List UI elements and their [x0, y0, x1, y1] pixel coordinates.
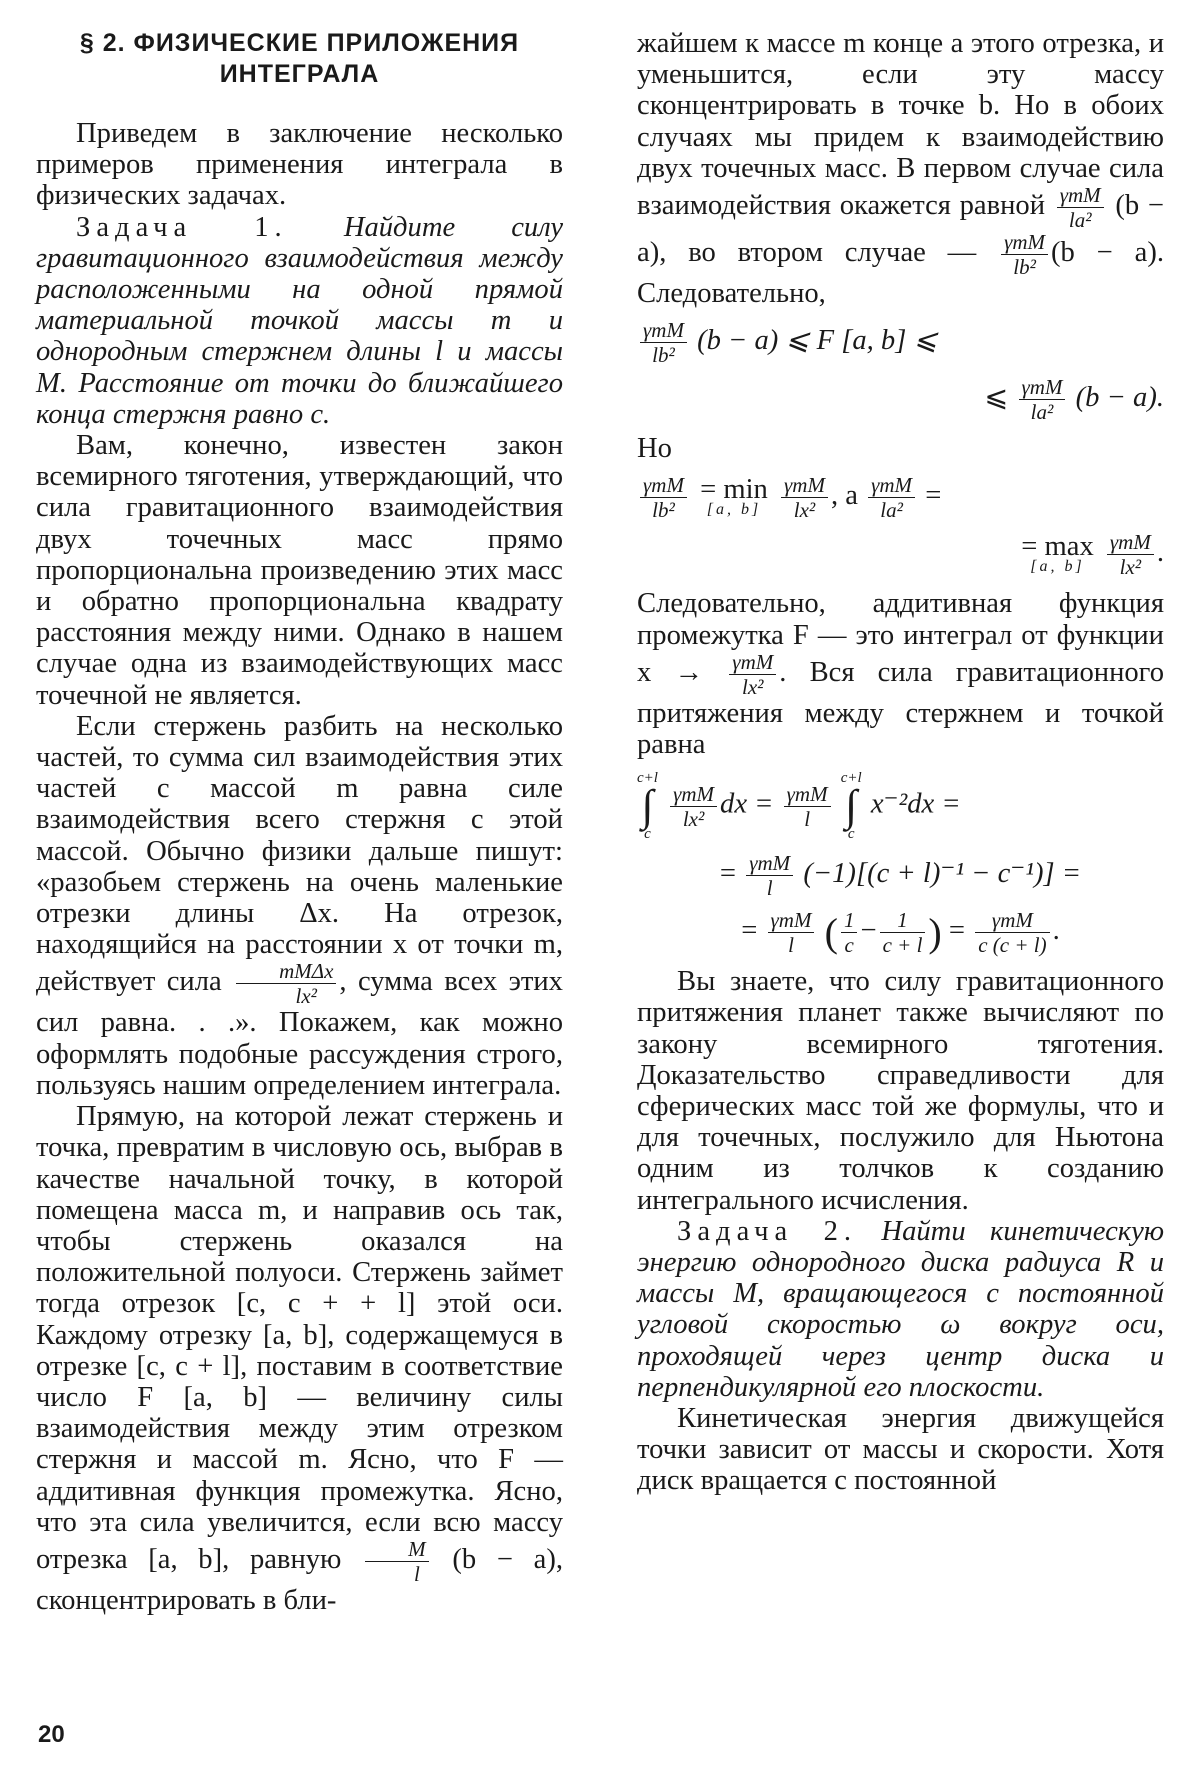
max-rhs-denominator: lx²	[1119, 555, 1142, 580]
fraction-1-over-c-denominator: c	[844, 933, 854, 958]
left-column	[36, 28, 563, 1616]
ineq-fraction-la-numerator: γmM	[1019, 376, 1066, 400]
force-fraction	[236, 960, 336, 1007]
integral-sign-2: c+l ∫ c	[840, 770, 862, 843]
mass-fraction-denominator: l	[413, 1561, 420, 1586]
force-fraction-denominator: lx²	[295, 984, 317, 1009]
right-column	[637, 28, 1164, 1497]
inequality-2-prefix: ⩽	[984, 382, 1009, 414]
max-limits: [a, b]	[1030, 557, 1085, 575]
min-label: = min	[700, 473, 768, 505]
final-fraction	[975, 909, 1049, 956]
constant-fraction-3	[768, 909, 815, 956]
page-number: 20	[38, 1721, 65, 1748]
problem-2-statement: Найти кинетическую энергию однородного диска радиуса R и массы M, вращающегося с постоянной угловой скоростью ω вокруг оси, проходящей через центр диска и перпендикулярной его плоскости.	[637, 1215, 1164, 1403]
continuation-text-c: (b − a). Следовательно,	[637, 237, 1164, 310]
kinetic-energy-paragraph: Кинетическая энергия движущейся точки зависит от массы и скорости. Хотя диск вращается с постоянной	[637, 1403, 1164, 1497]
max-lhs-fraction	[868, 474, 915, 521]
additive-text-b: . Вся сила гравитационного притяжения между стержнем и точкой равна	[637, 656, 1164, 761]
fraction-1-over-c	[841, 909, 858, 956]
final-period: .	[1052, 915, 1060, 947]
final-numerator: γmM	[975, 909, 1049, 933]
constant-3-numerator: γmM	[768, 909, 815, 933]
constant-fraction-2	[746, 852, 793, 899]
max-label: = max	[1021, 530, 1094, 562]
integral-sign-1: c+l ∫ c	[637, 770, 658, 843]
min-operator	[700, 473, 768, 518]
fraction-a-denominator: la²	[1068, 208, 1092, 233]
line-3-equals-2: =	[948, 915, 966, 947]
continuation-text-b: (b − a), во втором случае —	[637, 190, 1165, 269]
line-3-equals: =	[741, 915, 758, 947]
ineq-fraction-lb	[640, 319, 687, 366]
constant-2-denominator: l	[766, 876, 773, 901]
function-fraction-denominator: lx²	[742, 674, 764, 699]
period: .	[1156, 537, 1164, 569]
fraction-a-numerator: γmM	[1057, 184, 1104, 208]
line-2-equals: =	[719, 858, 737, 890]
integral-1-upper: c+l	[637, 770, 658, 787]
ineq-fraction-lb-denominator: lb²	[652, 343, 675, 368]
min-equation	[637, 474, 1164, 521]
constant-3-denominator: l	[788, 933, 794, 958]
fraction-b-denominator: lb²	[1013, 255, 1036, 280]
force-fraction-numerator: mMΔx	[236, 960, 336, 984]
constant-2-numerator: γmM	[746, 852, 793, 876]
additive-text-a: Следовательно, аддитивная функция промежутка F — это интеграл от функции x →	[637, 588, 1164, 688]
constant-fraction-1	[784, 783, 831, 830]
fraction-1-over-c-numerator: 1	[841, 909, 858, 933]
inequality-2-suffix: (b − a).	[1075, 382, 1164, 414]
ineq-fraction-lb-numerator: γmM	[640, 319, 687, 343]
integral-2-upper: c+l	[840, 770, 862, 787]
ineq-fraction-la-denominator: la²	[1030, 400, 1054, 425]
integral-line-2	[637, 852, 1164, 899]
min-limits: [a, b]	[706, 500, 762, 518]
integrand-fraction	[670, 783, 717, 830]
number-axis-text-b: (b − a), сконцентрировать в бли-	[36, 1544, 564, 1616]
fraction-1-over-cl-numerator: 1	[880, 909, 926, 933]
planets-paragraph: Вы знаете, что силу гравитационного притяжения планет также вычисляют по закону всемирного тяготения. Доказательство справедливости для сферических масс той же формулы, что и для точечных, послужило для Ньютона одним из толчков к созданию интегрального исчисления.	[637, 966, 1164, 1216]
integrand-denominator: lx²	[682, 806, 705, 831]
constant-1-numerator: γmM	[784, 783, 831, 807]
integral-line-1	[637, 770, 1164, 842]
rod-split-paragraph	[36, 711, 563, 1101]
mass-fraction	[365, 1538, 429, 1585]
fraction-b	[1001, 231, 1048, 278]
number-axis-text-a: Прямую, на которой лежат стержень и точка, превратим в числовую ось, выбрав в качестве начальной точку, в которой помещена масса m, и направив ось так, чтобы стержень оказался на положительной полуоси. Стержень займет тогда отрезок [c, c + + l] этой оси. Каждому отрезку [a, b], содержащемуся в отрезке [c, c + l], поставим в соответствие число F [a, b] — величину силы взаимодействия между этим отрезком стержня и массой m. Ясно, что F — аддитивная функция промежутка. Ясно, что эта сила увеличится, если всю массу отрезка [a, b], равную	[36, 1101, 563, 1575]
continuation-paragraph	[637, 28, 1164, 309]
inequality-line-1	[637, 319, 1164, 366]
integral-1-dx: dx =	[720, 788, 774, 820]
continuation-text-a: жайшем к массе m конце a этого отрезка, и уменьшится, если эту массу сконцентрировать в точке b. Но в обоих случаях мы придем к взаимодействию двух точечных масс. В первом случае сила взаимодействия окажется равной	[637, 28, 1164, 222]
max-lhs-denominator: la²	[880, 498, 903, 523]
integral-2-lower: c	[847, 826, 855, 843]
min-rhs-numerator: γmM	[781, 474, 828, 498]
fraction-a	[1057, 184, 1104, 231]
min-rhs-fraction	[781, 474, 828, 521]
equals-sign: =	[925, 480, 942, 512]
min-rhs-denominator: lx²	[793, 498, 816, 523]
rod-split-text-a: Если стержень разбить на несколько частей, то сумма сил взаимодействия этих частей с массой m равна силе взаимодействия всего стержня с этой массой. Обычно физики дальше пишут: «разобьем стержень на очень маленькие отрезки длины Δx. На отрезок, находящийся на расстоянии x от точки m, действует сила	[36, 710, 563, 998]
problem-1-statement: Найдите силу гравитационного взаимодействия между расположенными на одной прямой материальной точкой массы m и однородным стержнем длины l и массы M. Расстояние от точки до ближайшего конца стержня равно c.	[36, 211, 564, 430]
constant-1-denominator: l	[804, 806, 811, 831]
inequality-1-text: (b − a) ⩽ F [a, b] ⩽	[697, 325, 938, 357]
section-heading: § 2. ФИЗИЧЕСКИЕ ПРИЛОЖЕНИЯ ИНТЕГРАЛА	[79, 29, 520, 88]
fraction-b-numerator: γmM	[1001, 231, 1048, 255]
problem-2-label: Задача 2.	[677, 1215, 858, 1247]
intro-paragraph: Приведем в заключение несколько примеров применения интеграла в физических задачах.	[36, 118, 563, 212]
integral-1-lower: c	[644, 826, 651, 843]
rod-split-text-b: , сумма всех этих сил равна. . .». Покажем, как можно оформлять подобные рассуждения строго, пользуясь нашим определением интеграла.	[36, 966, 563, 1101]
problem-1	[36, 212, 563, 430]
integral-line-3: = $\frac{\text{γmM}}{l}$ ( $\frac{1}{c}$ − $\frac{1}{c + l}$ ) = $\frac{\text{γmM}}{c (c + l)}$ .	[741, 908, 1060, 958]
integrand-numerator: γmM	[670, 783, 717, 807]
gravitation-law-paragraph: Вам, конечно, известен закон всемирного тяготения, утверждающий, что сила гравитационного взаимодействия двух точечных масс прямо пропорциональна произведению этих масс и обратно пропорциональна квадрату расстояния между ними. Однако в нашем случае одна из взаимодействующих масс точечной не является.	[36, 430, 563, 711]
max-rhs-numerator: γmM	[1107, 531, 1154, 555]
integral-2-integrand: x⁻²dx =	[870, 788, 961, 820]
mass-fraction-numerator: M	[365, 1538, 429, 1562]
fraction-1-over-cl-denominator: c + l	[882, 933, 923, 958]
number-axis-paragraph	[36, 1101, 563, 1616]
max-operator	[1021, 530, 1094, 575]
function-fraction	[729, 651, 776, 698]
word-and: , а	[830, 480, 858, 512]
fraction-1-over-cl	[880, 909, 926, 956]
min-lhs-numerator: γmM	[640, 474, 687, 498]
min-lhs-denominator: lb²	[652, 498, 675, 523]
additive-function-paragraph	[637, 588, 1164, 760]
inequality-line-2	[637, 376, 1164, 423]
problem-1-label: Задача 1.	[76, 211, 288, 243]
max-rhs-fraction	[1107, 531, 1154, 578]
function-fraction-numerator: γmM	[729, 651, 776, 675]
max-lhs-numerator: γmM	[868, 474, 915, 498]
ineq-fraction-la	[1019, 376, 1066, 423]
word-but: Но	[637, 433, 672, 465]
max-equation	[637, 531, 1164, 578]
final-denominator: c (c + l)	[978, 933, 1047, 958]
min-lhs-fraction	[640, 474, 687, 521]
problem-2	[637, 1216, 1164, 1403]
line-2-expression: (−1)[(c + l)⁻¹ − c⁻¹)] =	[803, 858, 1082, 890]
